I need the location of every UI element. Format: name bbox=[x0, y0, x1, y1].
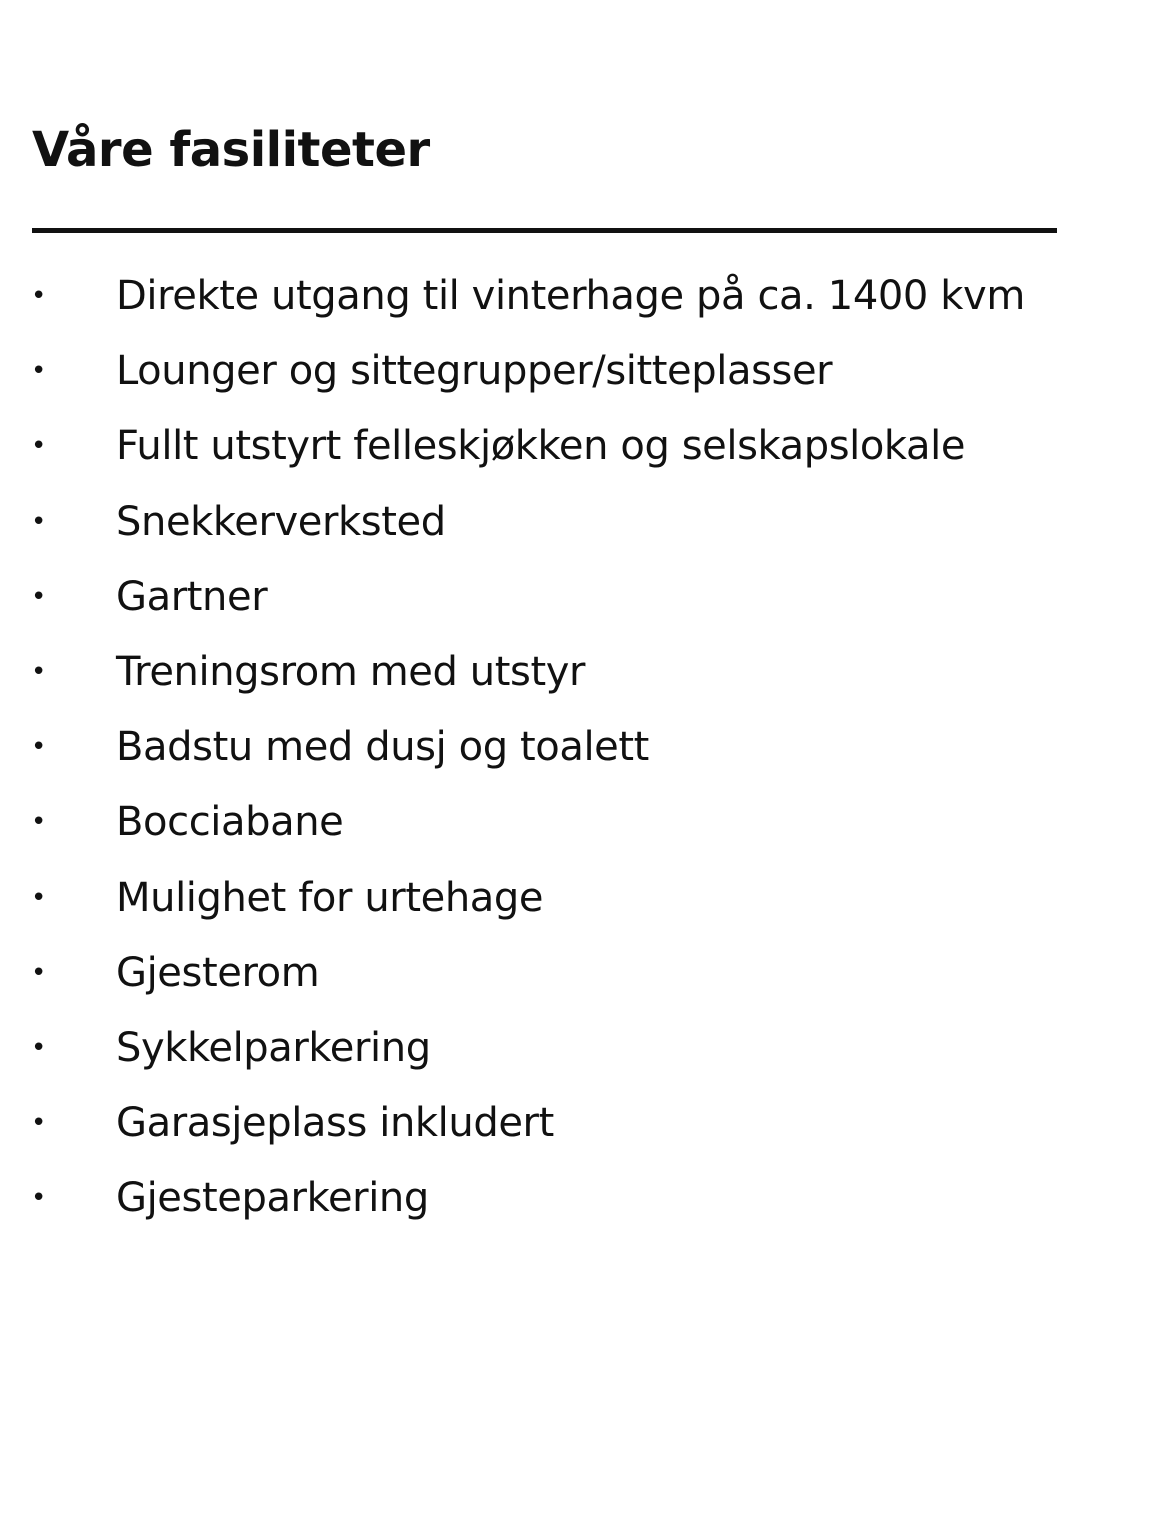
bullet-icon: • bbox=[31, 356, 47, 387]
bullet-icon: • bbox=[31, 506, 47, 537]
bullet-icon: • bbox=[31, 882, 47, 913]
list-item bbox=[0, 259, 1163, 334]
facility-list bbox=[0, 259, 1163, 1236]
list-item-label: Mulighet for urtehage bbox=[116, 874, 544, 921]
bullet-icon: • bbox=[31, 581, 47, 612]
list-item bbox=[0, 635, 1163, 710]
list-item bbox=[0, 409, 1163, 484]
bullet-icon: • bbox=[31, 732, 47, 763]
bullet-icon: • bbox=[31, 1032, 47, 1063]
list-item-label: Garasjeplass inkludert bbox=[116, 1100, 554, 1147]
list-item-label: Snekkerverksted bbox=[116, 498, 446, 545]
list-item bbox=[0, 936, 1163, 1011]
list-item-label: Gjesterom bbox=[116, 949, 320, 996]
list-item bbox=[0, 1086, 1163, 1161]
list-item bbox=[0, 1011, 1163, 1086]
list-item bbox=[0, 560, 1163, 635]
list-item bbox=[0, 1161, 1163, 1236]
list-item-label: Fullt utstyrt felleskjøkken og selskapslokale bbox=[116, 423, 966, 470]
list-item bbox=[0, 485, 1163, 560]
bullet-icon: • bbox=[31, 656, 47, 687]
list-item-label: Badstu med dusj og toalett bbox=[116, 724, 649, 771]
title-divider bbox=[32, 228, 1057, 233]
list-item-label: Gjesteparkering bbox=[116, 1175, 429, 1222]
bullet-icon: • bbox=[31, 1108, 47, 1139]
list-item bbox=[0, 785, 1163, 860]
list-item-label: Bocciabane bbox=[116, 799, 344, 846]
page-title: Våre fasiliteter bbox=[32, 122, 430, 178]
list-item-label: Gartner bbox=[116, 573, 268, 620]
list-item-label: Treningsrom med utstyr bbox=[116, 648, 586, 695]
bullet-icon: • bbox=[31, 1183, 47, 1214]
list-item bbox=[0, 710, 1163, 785]
list-item-label: Lounger og sittegrupper/sitteplasser bbox=[116, 348, 833, 395]
bullet-icon: • bbox=[31, 807, 47, 838]
list-item-label: Direkte utgang til vinterhage på ca. 1400 kvm bbox=[116, 273, 1025, 319]
bullet-icon: • bbox=[31, 281, 47, 311]
list-item bbox=[0, 861, 1163, 936]
bullet-icon: • bbox=[31, 431, 47, 462]
bullet-icon: • bbox=[31, 957, 47, 988]
list-item bbox=[0, 334, 1163, 409]
list-item-label: Sykkelparkering bbox=[116, 1024, 431, 1071]
